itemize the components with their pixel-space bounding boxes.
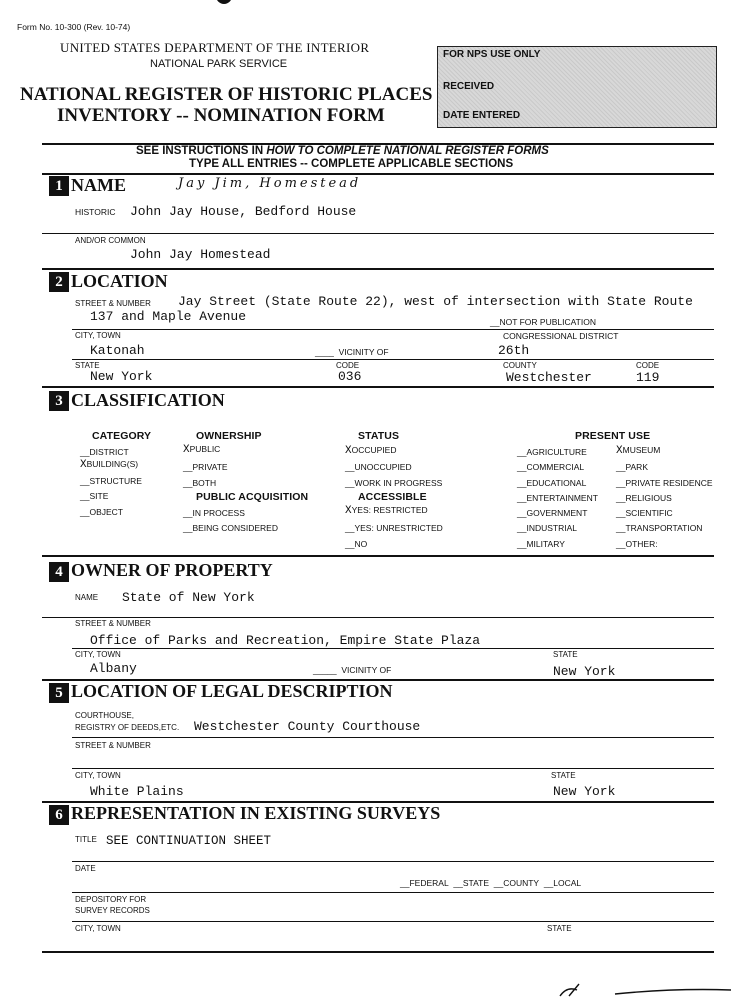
legal-state: New York [553,784,616,799]
congressional-district-value: 26th [498,343,530,358]
divider [72,861,714,862]
category-buildings-checked: XBUILDING(S) [80,459,139,471]
use-other: __OTHER: [616,539,658,549]
ownership-both: __BOTH [183,478,217,488]
state-value: New York [90,369,153,384]
divider [42,233,714,234]
divider [42,173,714,175]
section-1-number: 1 [49,176,69,196]
nps-use-only-label: FOR NPS USE ONLY [443,49,541,60]
owner-state-label: STATE [553,650,578,659]
handwritten-name: Jay Jim, Homestead [178,176,362,191]
common-name: John Jay Homestead [130,247,271,262]
use-agriculture: __AGRICULTURE [517,447,587,457]
department-heading: UNITED STATES DEPARTMENT OF THE INTERIOR [60,40,370,55]
street-line2: 137 and Maple Avenue [90,309,247,324]
survey-state-label: STATE [547,924,572,933]
street-label: STREET & NUMBER [75,299,151,308]
county-code-label: CODE [636,361,660,370]
section-1-title: NAME [71,175,126,195]
status-occupied-checked: XOCCUPIED [345,445,397,457]
section-5-title: LOCATION OF LEGAL DESCRIPTION [71,681,393,701]
section-4-title: OWNER OF PROPERTY [71,560,273,580]
use-park: __PARK [616,462,648,472]
use-private-residence: __PRIVATE RESIDENCE [616,478,713,488]
vicinity-of: ____ VICINITY OF [315,347,389,357]
survey-city-label: CITY, TOWN [75,924,121,933]
city-label: CITY, TOWN [75,331,121,340]
accessible-unrestricted: __YES: UNRESTRICTED [345,523,443,533]
section-6-number: 6 [49,805,69,825]
form-number: Form No. 10-300 (Rev. 10-74) [17,22,131,32]
historic-label: HISTORIC [75,207,116,217]
registry-label: REGISTRY OF DEEDS,ETC. [75,723,180,732]
instructions-line2: TYPE ALL ENTRIES -- COMPLETE APPLICABLE SECTIONS [189,158,514,170]
state-code-value: 036 [338,369,362,384]
category-structure: __STRUCTURE [80,476,142,486]
courthouse-value: Westchester County Courthouse [194,719,421,734]
use-scientific: __SCIENTIFIC [616,508,673,518]
section-4-number: 4 [49,562,69,582]
owner-state: New York [553,664,616,679]
not-for-publication: __NOT FOR PUBLICATION [490,317,596,327]
legal-city-label: CITY, TOWN [75,771,121,780]
survey-levels: __FEDERAL __STATE __COUNTY __LOCAL [400,878,582,888]
county-code-value: 119 [636,370,660,385]
section-6-title: REPRESENTATION IN EXISTING SURVEYS [71,803,441,823]
present-use-heading: PRESENT USE [575,430,651,442]
historic-name: John Jay House, Bedford House [130,204,357,219]
nps-received-label: RECEIVED [443,81,495,92]
survey-date-label: DATE [75,864,96,873]
use-educational: __EDUCATIONAL [517,478,587,488]
depository-label-2: SURVEY RECORDS [75,906,150,915]
owner-city-label: CITY, TOWN [75,650,121,659]
accessible-restricted-checked: XYES: RESTRICTED [345,505,428,517]
divider [72,921,714,922]
survey-title-label: TITLE [75,835,97,844]
category-site: __SITE [80,491,109,501]
use-entertainment: __ENTERTAINMENT [517,493,598,503]
section-5-number: 5 [49,683,69,703]
service-heading: NATIONAL PARK SERVICE [150,58,288,70]
legal-state-label: STATE [551,771,576,780]
instructions-line1: SEE INSTRUCTIONS IN HOW TO COMPLETE NATIONAL REGISTER FORMS [136,145,549,157]
section-3-number: 3 [49,391,69,411]
state-label: STATE [75,361,100,370]
county-label: COUNTY [503,361,537,370]
county-value: Westchester [506,370,592,385]
category-district: __DISTRICT [80,447,129,457]
survey-title-value: SEE CONTINUATION SHEET [106,834,272,848]
owner-street-label: STREET & NUMBER [75,619,151,628]
accessible-no: __NO [345,539,368,549]
use-government: __GOVERNMENT [517,508,588,518]
owner-street: Office of Parks and Recreation, Empire State Plaza [90,633,481,648]
use-museum-checked: XMUSEUM [616,445,661,457]
nps-use-only-box [437,46,717,128]
divider [72,768,714,769]
owner-name: State of New York [122,590,255,605]
acquisition-in-process: __IN PROCESS [183,508,245,518]
divider [42,617,714,618]
divider [42,951,714,953]
section-3-title: CLASSIFICATION [71,390,225,410]
form-title-line2: INVENTORY -- NOMINATION FORM [57,105,385,126]
use-military: __MILITARY [517,539,565,549]
section-2-title: LOCATION [71,271,168,291]
section-2-number: 2 [49,272,69,292]
code-label: CODE [336,361,360,370]
ownership-heading: OWNERSHIP [196,430,262,442]
legal-city: White Plains [90,784,184,799]
acquisition-being-considered: __BEING CONSIDERED [183,523,278,533]
ownership-private: __PRIVATE [183,462,228,472]
street-line1: Jay Street (State Route 22), west of intersection with State Route [178,294,693,309]
use-religious: __RELIGIOUS [616,493,672,503]
status-work-in-progress: __WORK IN PROGRESS [345,478,443,488]
use-industrial: __INDUSTRIAL [517,523,578,533]
divider [42,555,714,557]
divider [72,329,714,330]
divider [72,648,714,649]
form-title-line1: NATIONAL REGISTER OF HISTORIC PLACES [20,84,433,105]
depository-label-1: DEPOSITORY FOR [75,895,147,904]
divider [72,359,714,360]
divider [42,386,714,388]
accessible-heading: ACCESSIBLE [358,491,427,503]
top-mark [216,0,232,4]
legal-street-label: STREET & NUMBER [75,741,151,750]
owner-vicinity-of: _____ VICINITY OF [313,665,392,675]
owner-city: Albany [90,661,137,676]
city-value: Katonah [90,343,145,358]
divider [42,268,714,270]
status-unoccupied: __UNOCCUPIED [345,462,412,472]
owner-name-label: NAME [75,593,99,602]
public-acquisition-heading: PUBLIC ACQUISITION [196,491,309,503]
courthouse-label: COURTHOUSE, [75,711,134,720]
divider [72,737,714,738]
ownership-public-checked: XPUBLIC [183,444,221,456]
congressional-district-label: CONGRESSIONAL DISTRICT [503,331,619,341]
use-transportation: __TRANSPORTATION [616,523,703,533]
nps-date-entered-label: DATE ENTERED [443,110,521,121]
status-heading: STATUS [358,430,400,442]
category-object: __OBJECT [80,507,123,517]
divider [72,892,714,893]
signature-scribble [555,976,735,1000]
use-commercial: __COMMERCIAL [517,462,585,472]
common-name-label: AND/OR COMMON [75,236,146,245]
category-heading: CATEGORY [92,430,152,442]
